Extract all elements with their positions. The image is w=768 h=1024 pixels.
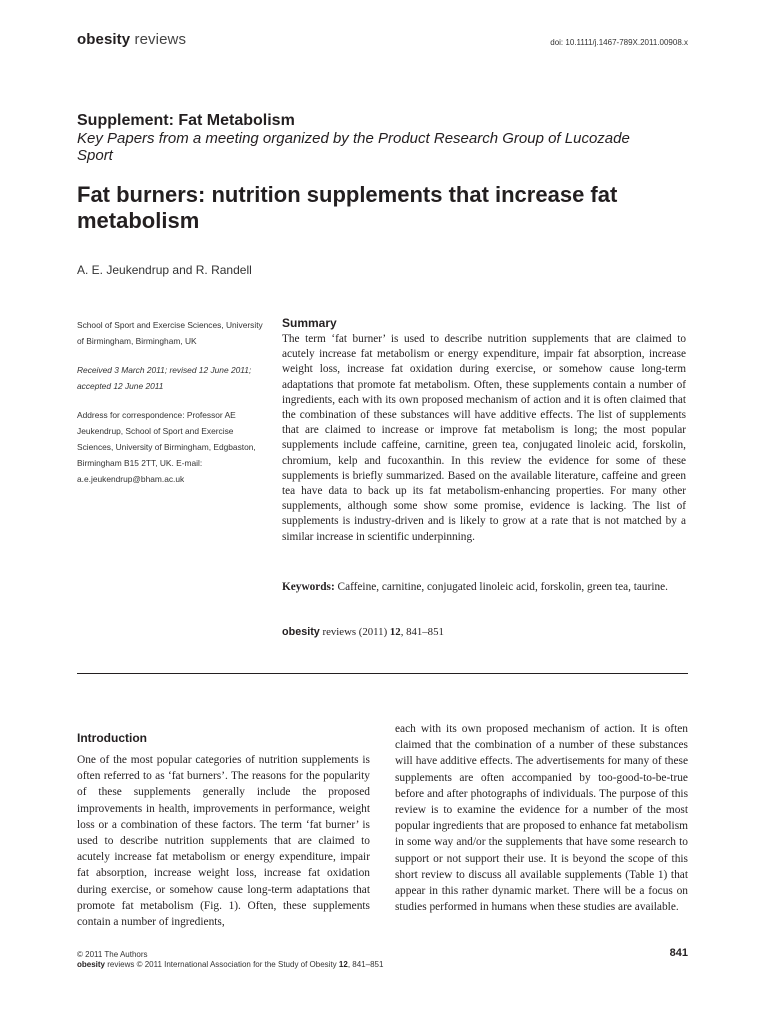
supplement-subtitle: Key Papers from a meeting organized by the Product Research Group of Lucozade Sport	[77, 130, 630, 164]
citation-pages: , 841–851	[400, 626, 444, 638]
introduction-heading: Introduction	[77, 731, 147, 745]
citation-journal-rest: reviews (2011)	[322, 626, 388, 638]
summary-text: The term ‘fat burner’ is used to describe nutrition supplements that are claimed to acutely increase fat metabolism or energy expenditure, impair fat absorption, increase weight loss, increase fat oxidation during exercise, or somehow cause long-term adaptations that promote fat metabolism. Often, these supplements contain a number of ingredients, each with its own proposed mechanism of action and it is often claimed that the combination of these substances will have additive effects. The list of supplements that are claimed to increase or improve fat metabolism is long; the most popular supplements include caffeine, carnitine, green tea, conjugated linoleic acid, forskolin, chromium, kelp and fucoxanthin. In this review the evidence for some of these supplements is briefly summarized. Based on the available literature, caffeine and green tea have data to back up its fat metabolism-enhancing properties. For many other supplements, although some show some promise, evidence is lacking. The list of supplements is industry-driven and is likely to grow at a rate that is not matched by a similar increase in scientific underpinning.	[282, 333, 686, 543]
keywords-list: Caffeine, carnitine, conjugated linoleic acid, forskolin, green tea, taurine.	[337, 581, 668, 593]
authors: A. E. Jeukendrup and R. Randell	[77, 263, 252, 277]
page-number: 841	[669, 947, 688, 959]
summary-heading: Summary	[282, 316, 337, 330]
supplement-title: Supplement: Fat Metabolism	[77, 112, 295, 129]
section-divider	[77, 673, 688, 674]
journal-name-rest: reviews	[134, 31, 187, 48]
footer-journal-bold: obesity	[77, 960, 106, 969]
journal-name-bold: obesity	[77, 31, 131, 48]
footer-journal-line	[77, 960, 383, 969]
footer-copyright: © 2011 The Authors	[77, 950, 148, 959]
correspondence-address: Address for correspondence: Professor AE Jeukendrup, School of Sport and Exercise Sciences, University of Birmingham, Edgbaston, Birmingham B15 2TT, UK. E-mail: a.e.jeukendrup@bham.ac.uk	[77, 410, 256, 484]
received-dates	[77, 362, 267, 394]
citation-volume: 12	[389, 626, 401, 638]
affiliation: School of Sport and Exercise Sciences, University of Birmingham, Birmingham, UK	[77, 320, 263, 346]
received-dates-text: Received 3 March 2011; revised 12 June 2011; accepted 12 June 2011	[77, 365, 252, 391]
footer-volume: 12	[338, 960, 348, 969]
introduction-column-2: each with its own proposed mechanism of action. It is often claimed that the combination of a number of these substances will have additive effects. The advertisements for many of these supplements are often accompanied by too-good-to-be-true before and after photographs of individuals. The purpose of this review is to examine the evidence for a number of the most popular ingredients that are proposed to enhance fat metabolism in some way and/or the supplements that have some research to support or not support their use. It is beyond the scope of this short review to discuss all available supplements (Table 1) that appear in this rather dynamic market. There will be a focus on studies performed in humans when these studies are available.	[395, 723, 688, 914]
article-title: Fat burners: nutrition supplements that increase fat metabolism	[77, 182, 618, 233]
keywords-label: Keywords:	[282, 581, 335, 593]
introduction-column-1: One of the most popular categories of nutrition supplements is often referred to as ‘fat burners’. The reasons for the popularity of these supplements generally include the proposed improvements in health, improvements in performance, weight loss or a combination of these factors. The term ‘fat burner’ is used to describe nutrition supplements that are claimed to acutely increase fat metabolism or energy expenditure, impair fat absorption, increase weight loss, increase fat oxidation during exercise, or somehow cause long-term adaptations that promote fat metabolism (Fig. 1). Often, these supplements contain a number of ingredients,	[77, 754, 370, 929]
keywords	[282, 580, 686, 595]
footer-journal-rest: reviews © 2011 International Association for the Study of Obesity	[107, 960, 337, 969]
footer-pages: , 841–851	[347, 960, 384, 969]
citation	[282, 626, 444, 638]
doi: doi: 10.1111/j.1467-789X.2011.00908.x	[550, 38, 688, 47]
journal-name	[77, 31, 186, 48]
citation-journal-bold: obesity	[282, 626, 320, 638]
